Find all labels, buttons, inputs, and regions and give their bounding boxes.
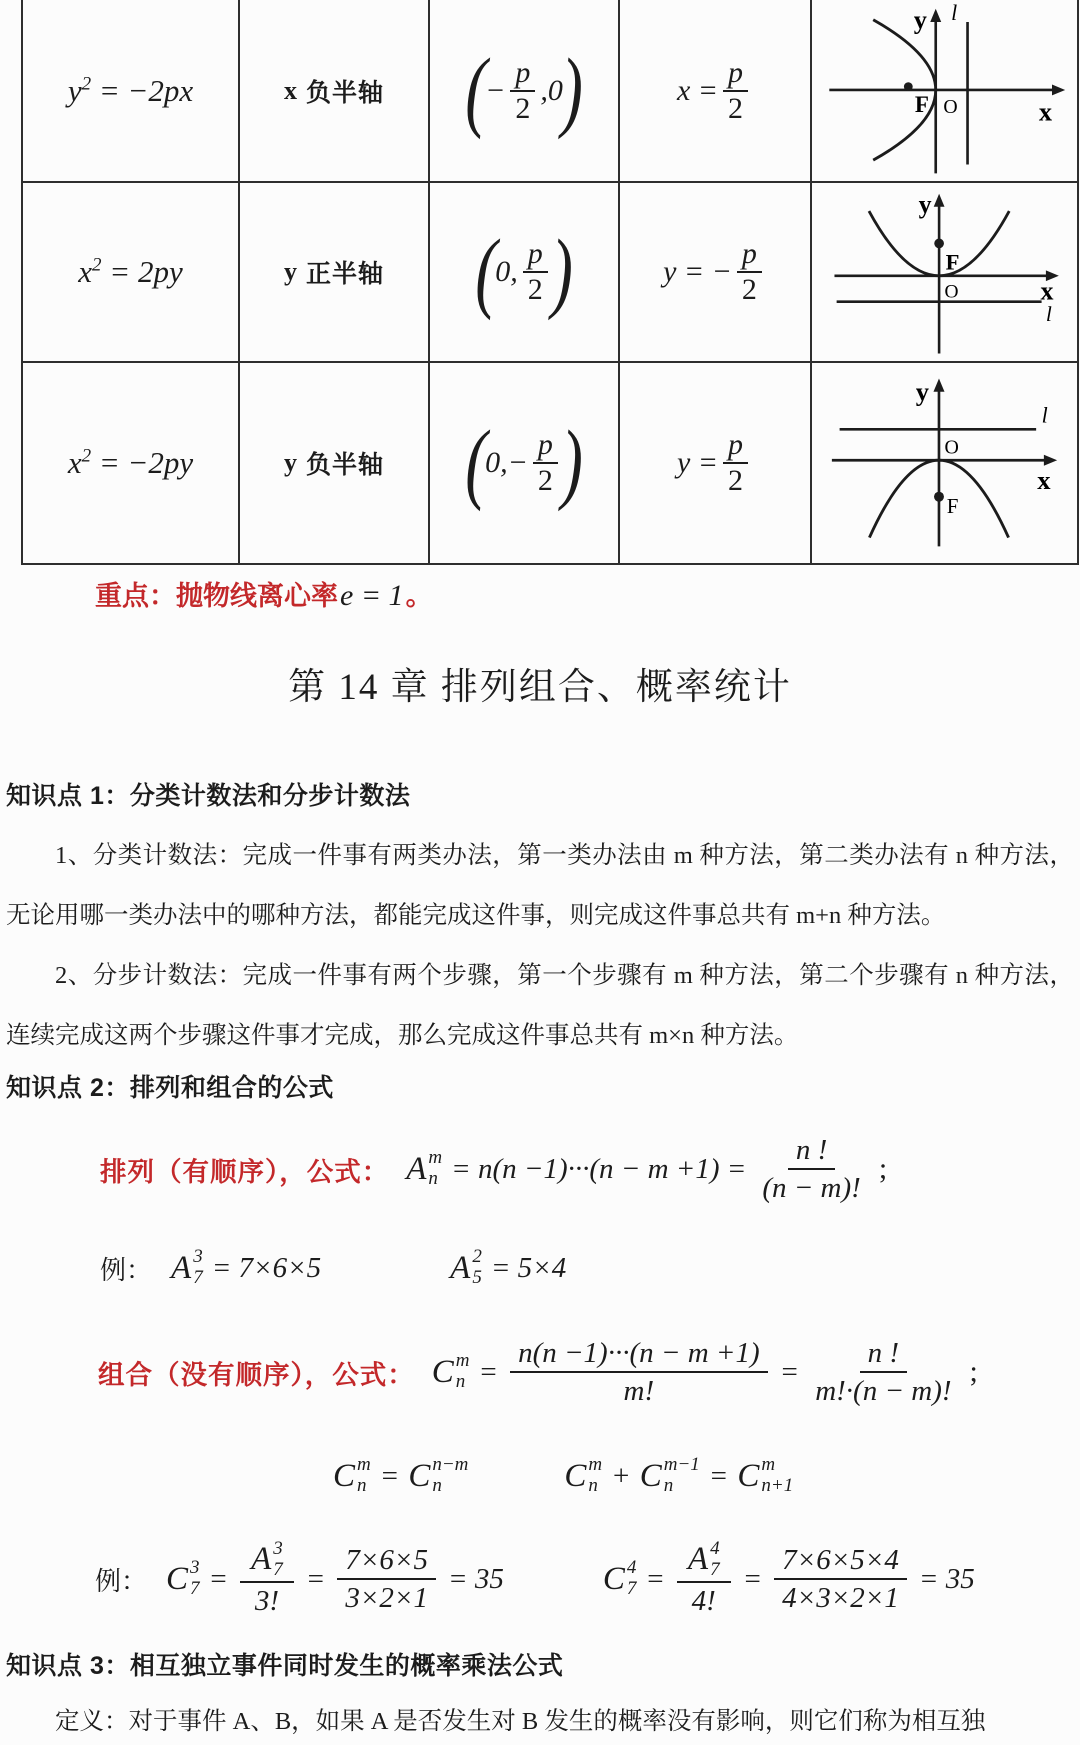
parabola-table [21,0,1079,565]
equals-sign: = [305,1562,326,1595]
semicolon: ; [878,1152,888,1185]
equals-sign: = [779,1355,800,1388]
table-row1-focus-cell [430,0,620,183]
A74-over-4fact: A 4 7 4! [677,1539,731,1619]
equals-sign: = [208,1562,229,1595]
focus-point [904,82,913,91]
axis-letter: y [283,257,297,286]
C-7-4: C 4 7 [602,1557,637,1599]
kp1-heading: 知识点 1：分类计数法和分步计数法 [6,782,411,810]
kp2-heading: 知识点 2：排列和组合的公式 [6,1074,334,1102]
parabola-graph-down-opening [812,363,1077,563]
equals-sign: = [708,1459,729,1492]
combination-label: 组合（没有顺序），公式： [98,1359,415,1390]
numeric-fraction: $\frac{7\times 6\times 5\times 4}{4\times 3\times 2\times 1}$ [774,1542,907,1617]
table-row1-equation-cell [23,0,240,183]
A-5-2: A 2 5 [450,1246,482,1288]
chapter-title: 第 14 章 排列组合、概率统计 [288,667,792,708]
product-fraction: $\frac{n(n -1)\cdot\cdot\cdot(n - m +1)}{m!}$ [510,1335,768,1410]
axis-label-x: x [1037,464,1051,495]
C-nplus1-m: C m n+1 [737,1454,794,1496]
axis-label: 负半轴 [305,451,384,479]
eccentricity-formula: e = 1 [340,579,404,612]
focus-coordinate: ( 0, $\frac{p}{2}$ ) [475,222,573,321]
permutation-label: 排列（有顺序），公式： [100,1156,390,1187]
table-row3-axis-cell [240,363,430,565]
table-row2-graph-cell [812,183,1079,363]
numeric-fraction: $\frac{7\times 6\times 5}{3\times 2\times 1}$ [337,1542,436,1617]
table-row1-graph-cell [812,0,1079,183]
equation-y2-neg2px: $y^2 = -2px$ [67,72,194,108]
equals-sign: = [379,1459,400,1492]
focus-point [934,239,944,249]
focus-label: F [946,494,959,519]
axis-label-x: x [1040,276,1054,306]
directrix-label: l [1041,402,1048,428]
origin-label: O [943,95,958,118]
C-n-m: C m n [564,1454,603,1496]
C-n-mminus1: C m−1 n [639,1454,700,1496]
factorial-fraction: $\frac{n !}{m!\cdot(n - m)!}$ [815,1336,952,1407]
equals-sign: = [742,1562,763,1595]
kp3-heading: 知识点 3：相互独立事件同时发生的概率乘法公式 [6,1652,564,1680]
equals-sign: = [645,1562,665,1595]
axis-label: 正半轴 [305,260,384,288]
focus-coordinate: ( − $\frac{p}{2}$ ,0 ) [465,40,583,140]
factorial-fraction: $\frac{n !}{(n - m)!}$ [762,1133,861,1204]
combination-formula-line [98,1316,978,1428]
directrix-label: l [951,0,958,25]
example-result: = 35 [448,1562,504,1595]
axis-label-y: y [918,190,932,220]
focus-label: F [945,249,960,275]
A73-over-3fact: A 3 7 3! [240,1539,294,1619]
directrix-equation: y = $\frac{p}{2}$ [677,428,753,497]
focus-coordinate: ( 0,− $\frac{p}{2}$ ) [465,413,583,512]
table-row2-axis-cell [240,183,430,363]
axis-letter: y [283,448,297,477]
equation-x2-2py: $x^2 = 2py$ [78,254,183,289]
semicolon: ; [969,1355,978,1388]
example-result: = 7×6×5 [211,1251,322,1284]
table-row2-directrix-cell [620,183,812,363]
equation-x2-neg2py: $x^2 = -2py$ [67,445,194,480]
key-point-note [95,574,433,613]
example-result: = 5×4 [490,1251,567,1284]
kp1-paragraph-2: 2、分步计数法：完成一件事有两个步骤，第一个步骤有 m 种方法，第二个步骤有 n 种方法，连续完成这两个步骤这件事才完成，那么完成这件事总共有 m×n 种方法。 [6,962,1074,1049]
axis-label-x: x [1038,97,1052,127]
focus-label: F [914,90,929,117]
axis-letter: x [283,75,297,105]
origin-label: O [944,281,959,303]
example-result: = 35 [918,1562,975,1595]
focus-point [934,492,944,502]
key-point-label: 重点：抛物线离心率 [95,581,338,611]
equals-sign: = [478,1355,499,1388]
table-row3-graph-cell [812,363,1079,565]
parabola-graph-left-opening [812,0,1077,181]
permutation-formula-line [100,1116,887,1222]
combination-identities-line [330,1446,796,1506]
A-n-m: A m n [406,1147,443,1189]
axis-label-y: y [913,5,927,35]
permutation-example-line [100,1238,572,1298]
parabola-graph-up-opening [812,183,1077,361]
combination-example-line [95,1524,981,1634]
directrix-equation: x = $\frac{p}{2}$ [677,56,753,125]
table-row3-equation-cell [23,363,240,565]
directrix-equation: y = − $\frac{p}{2}$ [663,237,767,306]
example-label: 例： [100,1255,153,1285]
table-row1-axis-cell [240,0,430,183]
C-7-3: C 3 7 [166,1557,200,1599]
C-n-m: C m n [431,1350,470,1392]
A-7-3: A 3 7 [171,1246,203,1288]
kp3-definition-paragraph: 定义：对于事件 A、B，如果 A 是否发生对 B 发生的概率没有影响，则它们称为相互独 [55,1708,986,1735]
kp1-paragraph-1: 1、分类计数法：完成一件事有两类办法，第一类办法由 m 种方法，第二类办法有 n 种方法，无论用哪一类办法中的哪种方法，都能完成这件事，则完成这件事总共有 m+n 种方法。 [6,842,1074,929]
axis-label-y: y [915,376,930,407]
table-row2-equation-cell [23,183,240,363]
example-label: 例： [95,1566,148,1596]
directrix-label: l [1045,302,1052,327]
table-row3-directrix-cell [620,363,812,565]
C-n-nminusm: C n−m n [408,1454,469,1496]
period: 。 [405,581,433,611]
formula-body: = n(n −1)···(n − m +1) = [451,1152,747,1185]
axis-label: 负半轴 [305,78,384,107]
table-row2-focus-cell [430,183,620,363]
origin-label: O [944,436,959,459]
table-row3-focus-cell [430,363,620,565]
C-n-m: C m n [333,1454,371,1496]
plus-sign: + [611,1459,631,1492]
table-row1-directrix-cell [620,0,812,183]
